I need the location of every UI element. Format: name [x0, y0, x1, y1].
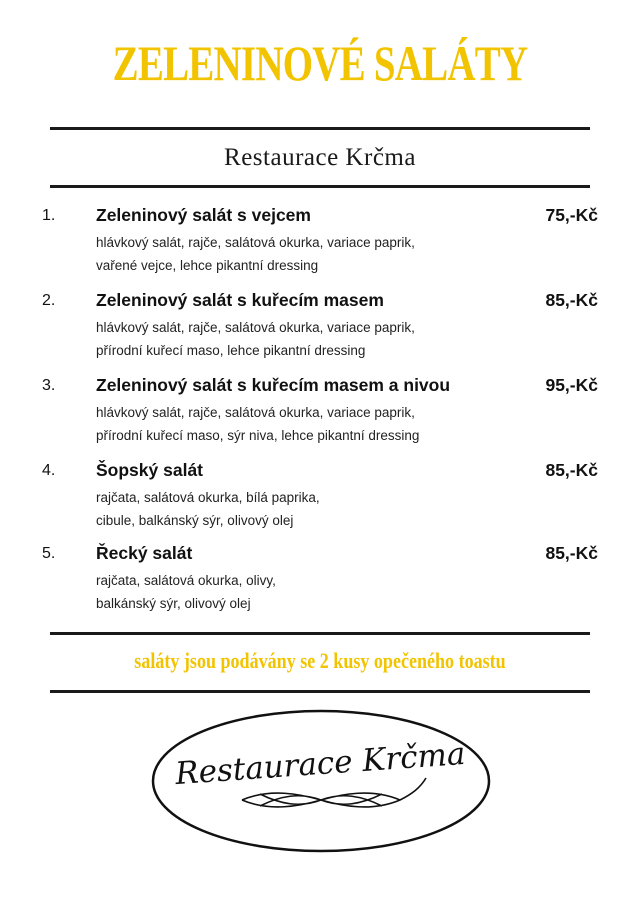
item-number: 3. [42, 377, 56, 394]
item-name: Šopský salát [96, 460, 203, 480]
item-name: Řecký salát [96, 543, 193, 563]
divider-above-note [50, 632, 590, 635]
item-price: 85,-Kč [545, 290, 598, 310]
item-number: 2. [42, 292, 56, 309]
item-description-line: hlávkový salát, rajče, salátová okurka, variace paprik, [96, 235, 415, 250]
item-description-line: rajčata, salátová okurka, bílá paprika, [96, 490, 320, 505]
item-price: 95,-Kč [545, 375, 598, 395]
item-price: 85,-Kč [545, 460, 598, 480]
item-description-line: hlávkový salát, rajče, salátová okurka, variace paprik, [96, 320, 415, 335]
logo-emblem-icon [150, 708, 492, 854]
item-name: Zeleninový salát s kuřecím masem a nivou [96, 375, 451, 395]
restaurant-logo [150, 708, 492, 854]
item-name: Zeleninový salát s vejcem [96, 205, 311, 225]
item-description-line: hlávkový salát, rajče, salátová okurka, variace paprik, [96, 405, 415, 420]
item-description [96, 231, 415, 277]
item-description [96, 316, 415, 362]
serving-note: saláty jsou podávány se 2 kusy opečeného toastu [134, 648, 506, 673]
item-description [96, 486, 320, 532]
item-description-line: balkánský sýr, olivový olej [96, 596, 251, 611]
item-description-line: přírodní kuřecí maso, lehce pikantní dressing [96, 343, 366, 358]
divider-top [50, 127, 590, 130]
logo-text: Restaurace Krčma [174, 735, 467, 793]
divider-under-subtitle [50, 185, 590, 188]
item-number: 4. [42, 462, 56, 479]
item-description-line: vařené vejce, lehce pikantní dressing [96, 258, 319, 273]
item-number: 5. [42, 545, 56, 562]
item-description [96, 401, 419, 447]
item-number: 1. [42, 207, 56, 224]
item-description-line: cibule, balkánský sýr, olivový olej [96, 513, 294, 528]
item-name: Zeleninový salát s kuřecím masem [96, 290, 384, 310]
restaurant-name: Restaurace Krčma [224, 144, 416, 171]
divider-below-note [50, 690, 590, 693]
item-price: 75,-Kč [545, 205, 598, 225]
item-description-line: rajčata, salátová okurka, olivy, [96, 573, 276, 588]
page-title: ZELENINOVÉ SALÁTY [112, 35, 528, 91]
item-description [96, 569, 276, 615]
item-description-line: přírodní kuřecí maso, sýr niva, lehce pikantní dressing [96, 428, 420, 443]
item-price: 85,-Kč [545, 543, 598, 563]
